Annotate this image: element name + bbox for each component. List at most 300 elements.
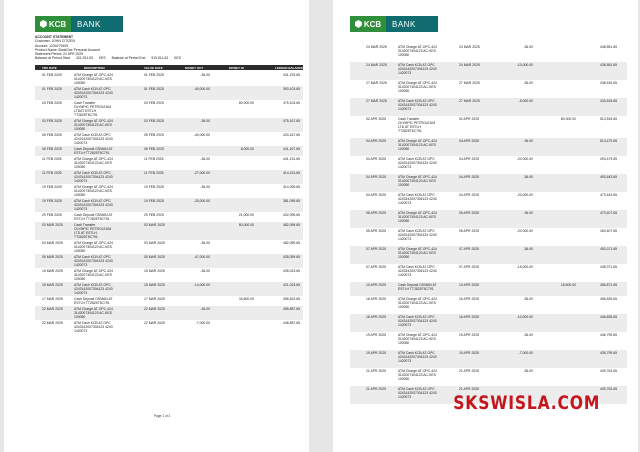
cell-desc [398,315,460,327]
product-line: Product Name: BankOne Personal Account [35,47,101,52]
cell-date: 10 APR 2025 [366,283,386,287]
cell-bal: 455,587.65 [283,307,300,311]
cell-out: -36.00 [523,247,533,251]
cell-date: 04 APR 2025 [366,157,386,161]
logo-mark-text: KCB [363,19,382,29]
cell-date: 19 FEB 2025 [42,199,62,203]
cell-desc [74,101,140,117]
cell-date: 01 FEB 2025 [42,87,62,91]
cell-bal: 473,443.65 [600,193,617,197]
cell-out: -36.00 [523,369,533,373]
statement-title: ACCOUNT STATEMENT [35,35,74,39]
cell-bal: 435,059.65 [283,255,300,259]
cell-bal: 453,407.65 [600,229,617,233]
description-line: ATM Cash KCB AT-OPC [398,157,435,161]
description-line: ATM Cash KCB AT-OPC [74,87,111,91]
cell-bal: 441,167.65 [283,147,300,151]
description-line: 1420073 [74,95,88,99]
description-line: TT2825T5C791 [74,235,98,239]
description-line: ATM Charge AT-OPC-424 [74,119,113,123]
cell-vdate: 19 APR 2025 [459,351,479,355]
cell-bal: 421,023.65 [283,283,300,287]
cell-date: 24 MAR 2025 [366,45,387,49]
cell-date: 05 APR 2025 [366,211,386,215]
cell-bal: 433,167.65 [283,133,300,137]
description-line: 100050 [398,305,410,309]
cell-bal: 438,515.65 [600,81,617,85]
description-line: ATM Cash KCB AT-OPC [74,255,111,259]
cell-vdate: 06 FEB 2025 [144,147,164,151]
row-shade [350,314,627,332]
cell-vdate: 24 MAR 2025 [459,63,480,67]
description-line: 4243142007304123 4243 [74,203,113,207]
description-line: 4243142007304123 4243 [398,391,437,395]
cell-out: -10,000.00 [516,315,533,319]
cell-out: -36.00 [200,119,210,123]
cell-out: -33,000.00 [193,199,210,203]
cell-date: 11 FEB 2025 [42,157,62,161]
cell-date: 07 APR 2025 [366,265,386,269]
cell-date: 04 APR 2025 [366,175,386,179]
description-line: 4243142007304123 4243 [398,269,437,273]
cell-out: -36.00 [200,269,210,273]
description-line: 100050 [398,147,410,151]
logo-mark-text: KCB [48,19,67,29]
description-line: ATM Charge AT-OPC-424 [398,211,437,215]
statement-page-2 [333,0,638,452]
cell-out: -27,000.00 [193,171,210,175]
cell-desc [398,81,460,93]
description-line: ATM Cash KCB AT-OPC [398,193,435,197]
description-line: 1420073 [398,165,412,169]
row-shade [350,210,627,228]
cell-desc [398,99,460,111]
cell-bal: 381,095.65 [283,199,300,203]
cell-date: 19 APR 2025 [366,351,386,355]
cell-out: -47,000.00 [193,255,210,259]
cell-out: -36.00 [523,81,533,85]
cell-in: 80,000.00 [238,101,254,105]
cell-date: 02 APR 2025 [366,117,386,121]
description-line: 3142007304123 AC-KES [398,337,436,341]
description-line: 1420073 [398,359,412,363]
cell-vdate: 17 MAR 2025 [144,297,165,301]
cell-vdate: 05 APR 2025 [459,229,479,233]
description-line: 4243142007304123 4243 [398,103,437,107]
cell-date: 22 MAR 2025 [42,307,63,311]
description-line: ATM Charge AT-OPC-424 [398,81,437,85]
cell-vdate: 11 FEB 2025 [144,171,164,175]
description-line: 100050 [398,341,410,345]
description-line: ATM Cash KCB AT-OPC [398,229,435,233]
description-line: 3142007304123 AC-KES [398,85,436,89]
description-line: 100050 [74,277,86,281]
account-line: Account: 1234279405 [35,43,68,48]
cell-bal: 513,515.65 [600,117,617,121]
cell-date: 19 APR 2025 [366,333,386,337]
description-line: ATM Cash KCB AT-OPC [74,133,111,137]
description-line: ATM Charge AT-OPC-424 [74,185,113,189]
cell-out: -40,000.00 [193,87,210,91]
cell-in: 34,600.00 [238,297,254,301]
cell-desc [74,321,140,333]
description-line: ATM Cash KCB AT-OPC [74,321,111,325]
cell-bal: 402,095.65 [283,213,300,217]
logo-bank-text: BANK [71,16,123,32]
description-line: ATM Charge AT-OPC-424 [398,175,437,179]
cell-bal: 493,443.65 [600,175,617,179]
cell-out: -10,000.00 [516,63,533,67]
description-line: LTD AT ESTLH [398,125,421,129]
description-line: 3142007304123 AC-KES [398,373,436,377]
cell-vdate: 04 APR 2025 [459,175,479,179]
cell-desc [398,265,460,277]
description-line: 100050 [398,219,410,223]
cell-vdate: 21 APR 2025 [459,369,479,373]
description-line: 1420073 [74,141,88,145]
description-line: 1420073 [398,323,412,327]
description-line: ESTLH TT2825T5C791 [74,301,110,305]
cell-out: -7,000.00 [518,351,533,355]
cell-out: -15,000.00 [516,265,533,269]
cell-vdate: 16 APR 2025 [459,297,479,301]
description-line: ESTLH TT2825T5C791 [74,217,110,221]
cell-date: 16 APR 2025 [366,315,386,319]
cell-desc [398,117,460,133]
row-shade [350,174,627,192]
cell-desc [398,45,460,57]
watermark: SKSWISLA.COM [453,392,600,414]
description-line: ATM Cash KCB AT-OPC [398,387,435,391]
cell-date: 21 APR 2025 [366,387,386,391]
description-line: ATM Charge AT-OPC-424 [74,269,113,273]
cell-out: -36.00 [200,241,210,245]
cell-bal: 493,479.65 [600,157,617,161]
description-line: 4243142007304123 4243 [74,137,113,141]
cell-in: 18,500.00 [560,283,576,287]
cell-date: 29 FEB 2025 [42,213,62,217]
description-line: Cash Deposit OSMAN AT [74,213,113,217]
cell-desc [74,73,140,85]
row-shade [350,350,627,368]
header-money-out: MONEY OUT [185,66,204,70]
cell-bal: 441,131.65 [283,157,300,161]
description-line: 1420073 [398,273,412,277]
cell-vdate: 11 FEB 2025 [144,157,164,161]
cell-date: 03 MAR 2025 [42,223,63,227]
cell-bal: 473,407.65 [600,211,617,215]
cell-date: 21 APR 2025 [366,369,386,373]
cell-desc [74,119,140,131]
description-line: ATM Cash KCB AT-OPC [74,199,111,203]
description-line: ATM Cash KCB AT-OPC [398,99,435,103]
cell-date: 15 MAR 2025 [42,269,63,273]
cell-vdate: 05 APR 2025 [459,211,479,215]
description-line: 1420073 [74,263,88,267]
description-line: 3142007304123 AC-KES [74,189,112,193]
description-line: OLYMPIC PETROLEUM [74,227,112,231]
balance-line [35,56,181,60]
description-line: 3142007304123 AC-KES [398,251,436,255]
cell-date: 04 APR 2025 [366,139,386,143]
description-line: 4243142007304123 4243 [398,67,437,71]
cell-date: 04 APR 2025 [366,193,386,197]
cell-vdate: 27 MAR 2025 [459,99,480,103]
header-description: DESCRIPTION [84,66,105,70]
cell-desc [398,175,460,187]
description-line: 3142007304123 AC-KES [74,245,112,249]
kcb-logo [35,16,123,32]
description-line: ATM Cash KCB AT-OPC [74,171,111,175]
cell-desc [398,247,460,259]
cell-date: 27 MAR 2025 [366,81,387,85]
cell-out: -36.00 [523,175,533,179]
description-line: ATM Charge AT-OPC-424 [398,369,437,373]
description-line: Cash Transfer [398,117,420,121]
cell-vdate: 16 APR 2025 [459,315,479,319]
cell-desc [398,351,460,363]
description-line: TT2825T5C791 [74,113,98,117]
description-line: 4243142007304123 4243 [398,161,437,165]
description-line: Cash Deposit OSMAN AT [398,283,437,287]
cell-out: -36.00 [200,157,210,161]
description-line: ATM Charge AT-OPC-424 [74,157,113,161]
description-line: 4243142007304123 4243 [74,91,113,95]
cell-in: 80,000.00 [560,117,576,121]
cell-bal: 414,131.65 [283,171,300,175]
cell-date: 15 MAR 2025 [42,283,63,287]
description-line: 3142007304123 AC-KES [74,77,112,81]
cell-out: -20,000.00 [516,193,533,197]
cell-vdate: 03 FEB 2025 [144,119,164,123]
cell-date: 27 MAR 2025 [366,99,387,103]
cell-out: -14,000.00 [193,283,210,287]
cell-in: 8,000.00 [240,147,254,151]
description-line: 4243142007304123 4243 [74,259,113,263]
kcb-logo [350,16,438,32]
description-line: 100050 [74,165,86,169]
cell-desc [398,283,460,291]
description-line: 100050 [74,315,86,319]
cell-desc [74,223,140,239]
description-line: ATM Cash KCB AT-OPC [398,315,435,319]
balance-end-value: 519,511.63 [151,56,169,61]
description-line: Cash Transfer [74,223,96,227]
cell-vdate: 04 APR 2025 [459,193,479,197]
cell-date: 05 APR 2025 [366,229,386,233]
cell-vdate: 24 MAR 2025 [459,45,480,49]
cell-out: -20,000.00 [516,157,533,161]
description-line: 100050 [74,193,86,197]
cell-desc [74,147,140,155]
description-line: ATM Charge AT-OPC-424 [398,297,437,301]
description-line: 100050 [398,377,410,381]
cell-desc [398,139,460,151]
cell-vdate: 04 APR 2025 [459,157,479,161]
description-line: ATM Cash KCB AT-OPC [398,63,435,67]
description-line: 4243142007304123 4243 [398,233,437,237]
cell-date: 06 FEB 2025 [42,147,62,151]
cell-out: -36.00 [523,211,533,215]
row-shade [350,138,627,156]
cell-bal: 438,371.65 [600,265,617,269]
cell-out: -36.00 [523,139,533,143]
description-line: ATM Charge AT-OPC-424 [398,333,437,337]
description-line: 100050 [398,53,410,57]
description-line: 3142007304123 AC-KES [398,301,436,305]
cell-date: 22 MAR 2025 [42,321,63,325]
cell-bal: 482,059.65 [283,241,300,245]
cell-desc [74,283,140,295]
cell-bal: 438,551.65 [600,63,617,67]
description-line: 3142007304123 AC-KES [74,273,112,277]
cell-bal: 435,023.65 [283,269,300,273]
description-line: LTD AT ESTLH [74,231,97,235]
cell-desc [74,255,140,267]
customer-line: Customer: JOHN CITIZEN [35,39,75,44]
cell-desc [74,269,140,281]
cell-desc [74,133,140,145]
balance-start-currency: KES [98,56,106,61]
cell-date: 05 MAR 2025 [42,255,63,259]
description-line: 1420073 [398,71,412,75]
header-money-in: MONEY IN [229,66,244,70]
cell-date: 05 FEB 2025 [42,133,62,137]
period-line: Statement Period: 21 APR 2025 [35,52,84,57]
cell-date: 03 FEB 2025 [42,101,62,105]
cell-vdate: 03 FEB 2025 [144,101,164,105]
cell-bal: 453,371.65 [600,247,617,251]
cell-vdate: 03 MAR 2025 [144,241,165,245]
cell-vdate: 05 MAR 2025 [144,255,165,259]
cell-date: 03 FEB 2025 [42,119,62,123]
description-line: ESTLH TT2825T5C791 [398,287,434,291]
cell-bal: 448,587.65 [283,321,300,325]
description-line: ATM Charge AT-OPC-424 [74,73,113,77]
page-footer: Page 1 of 2 [154,414,171,418]
cell-desc [74,199,140,211]
cell-out: -36.00 [523,45,533,49]
cell-date: 16 APR 2025 [366,297,386,301]
cell-vdate: 01 FEB 2025 [144,87,164,91]
table-header [35,65,303,70]
description-line: TT2825T5C791 [398,129,422,133]
cell-bal: 475,167.65 [283,119,300,123]
cell-bal: 431,193.65 [283,73,300,77]
description-line: 4243142007304123 4243 [74,175,113,179]
cell-desc [74,157,140,169]
cell-desc [398,63,460,75]
description-line: OLYMPIC PETROLEUM [398,121,436,125]
balance-end-currency: KES [174,56,181,61]
description-line: ATM Cash KCB AT-OPC [74,283,111,287]
cell-date: 07 APR 2025 [366,247,386,251]
cell-date: 24 MAR 2025 [366,63,387,67]
cell-vdate: 21 APR 2025 [459,387,479,391]
cell-vdate: 02 APR 2025 [459,117,479,121]
row-shade [350,282,627,296]
description-line: ESTLH TT2825T5C791 [74,151,110,155]
cell-bal: 456,871.65 [600,283,617,287]
cell-bal: 513,479.65 [600,139,617,143]
cell-out: -40,000.00 [193,133,210,137]
cell-desc [74,171,140,183]
cell-bal: 439,763.65 [600,369,617,373]
balance-start-value: 431,291.63 [75,56,93,61]
cell-vdate: 15 MAR 2025 [144,283,165,287]
description-line: 100050 [398,255,410,259]
description-line: 4243142007304123 4243 [398,319,437,323]
row-shade [350,246,627,264]
cell-vdate: 19 APR 2025 [459,333,479,337]
logo-bank-text: BANK [386,16,438,32]
cell-bal: 448,551.65 [600,45,617,49]
cell-bal: 446,835.65 [600,315,617,319]
description-line: 1420073 [398,107,412,111]
cell-in: 80,000.00 [238,223,254,227]
cell-bal: 456,835.65 [600,297,617,301]
cell-desc [398,297,460,309]
header-balance: LEDGER BALANCE [275,66,304,70]
statement-meta [35,35,181,61]
cell-bal: 433,515.65 [600,99,617,103]
shield-icon [40,20,47,28]
cell-vdate: 04 APR 2025 [459,139,479,143]
description-line: 4243142007304123 4243 [74,287,113,291]
cell-desc [398,157,460,169]
statement-page-1 [4,0,309,452]
cell-vdate: 29 FEB 2025 [144,213,164,217]
description-line: ATM Charge AT-OPC-424 [74,241,113,245]
cell-out: -36.00 [523,333,533,337]
cell-desc [74,241,140,253]
cell-desc [74,307,140,319]
description-line: 4243142007304123 4243 [398,197,437,201]
description-line: 100050 [74,127,86,131]
description-line: 3142007304123 AC-KES [398,49,436,53]
description-line: ATM Cash KCB AT-OPC [398,265,435,269]
description-line: 3142007304123 AC-KES [398,215,436,219]
cell-desc [398,193,460,205]
description-line: 100050 [398,89,410,93]
description-line: Cash Deposit OSMAN AT [74,297,113,301]
cell-vdate: 22 MAR 2025 [144,321,165,325]
cell-vdate: 03 MAR 2025 [144,223,165,227]
row-shade [350,98,627,116]
cell-desc [74,297,140,305]
description-line: Cash Transfer [74,101,96,105]
description-line: 4243142007304123 4243 [74,325,113,329]
description-line: 100050 [74,249,86,253]
description-line: 3142007304123 AC-KES [398,143,436,147]
description-line: ATM Cash KCB AT-OPC [398,351,435,355]
cell-vdate: 19 FEB 2025 [144,199,164,203]
description-line: ATM Charge AT-OPC-424 [398,139,437,143]
cell-date: 01 FEB 2025 [42,73,62,77]
cell-bal: 482,095.65 [283,223,300,227]
cell-bal: 475,103.65 [283,101,300,105]
cell-desc [398,333,460,345]
description-line: 100050 [398,183,410,187]
cell-vdate: 19 FEB 2025 [144,185,164,189]
cell-bal: 446,799.65 [600,333,617,337]
cell-vdate: 27 MAR 2025 [459,81,480,85]
cell-out: -5,000.00 [518,99,533,103]
description-line: 3142007304123 AC-KES [74,161,112,165]
cell-out: -36.00 [523,297,533,301]
header-value-date: VALUE DATE [144,66,163,70]
cell-desc [398,387,460,399]
